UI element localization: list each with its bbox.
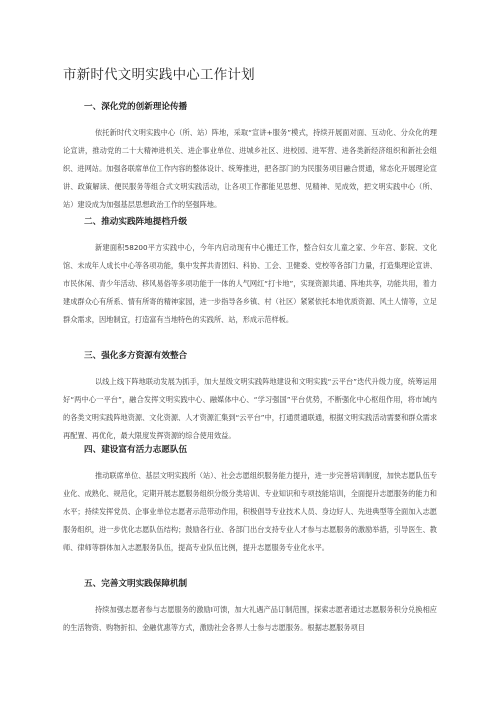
section-paragraph: 依托新时代文明实践中心（所、站）阵地，采取“宣讲+服务”模式，持续开展面对面、互动化、分众化的理论宣讲，推动党的二十大精神进机关、进企事业单位、进城乡社区、进校园、进军营、进各类新经济组织和新社会组织、进网站。加强各联席单位工作内容的整体设计、统筹推进，把各部门的为民服务项目融合贯通，常态化开展理论宣讲、政策解读、便民服务等组合式文明实践活动，让各项工作都能见思想、见精神、见成效，把文明实践中心（所、站）建设成为加强基层思想政治工作的坚强阵地。 <box>63 128 437 209</box>
section-paragraph: 以线上线下阵地联动发展为抓手，加大星级文明实践阵地建设和文明实践“云平台”迭代升级力度，统筹运用好“两中心一平台”，融合发挥文明实践中心、融媒体中心、“学习强国”平台优势，不断强化中心枢纽作用，将市域内的各类文明实践阵地资源、文化资源、人才资源汇集到“云平台”中，打通贯通联通，根据文明实践活动需要和群众需求再配置、再优化，最大限度发挥资源的综合使用效益。 <box>63 377 438 440</box>
document-title: 市新时代文明实践中心工作计划 <box>63 67 255 83</box>
section-paragraph: 新建面积58200平方实践中心，今年内启动现有中心搬迁工作，整合妇女儿童之家、少年宫、影院、文化馆、未成年人成长中心等各项功能，集中发挥共青团妇、科协、工会、卫健委、党校等各部门力量，打造集理论宣讲、市民休闲、青少年活动、移风易俗等多项功能于一体的人气网红“打卡地”，实现资源共通、阵地共享，功能共用，着力建成群众心有所系、情有所寄的精神家园，进一步指导各乡镇、村（社区）紧紧依托本地优质资源、风土人情等，立足群众需求，因地制宜，打造富有当地特色的实践所、站，形成示范样板。 <box>63 243 438 324</box>
section-2 <box>63 216 437 329</box>
section-5 <box>63 578 437 637</box>
section-3 <box>63 350 437 445</box>
section-paragraph: 推动联席单位、基层文明实践所（站）、社会志愿组织服务能力提升，进一步完善培训制度，加快志愿队伍专业化、成熟化、规范化，定期开展志愿服务组织分级分类培训、专业知识和专项技能培训，全面提升志愿服务的能力和水平；持续发挥党员、企事业单位志愿者示范带动作用，积极倡导专业技术人员、身边好人、先进典型等全面加入志愿服务组织，进一步优化志愿队伍结构；鼓励各行业、各部门出台支持专业人才参与志愿服务的激励举措，引导医生、教师、律师等群体加入志愿服务队伍，提高专业队伍比例，提升志愿服务专业化水平。 <box>63 471 437 552</box>
section-heading: 二、推动实践阵地提档升级 <box>84 217 188 227</box>
section-heading: 五、完善文明实践保障机制 <box>84 579 188 589</box>
section-1 <box>63 101 437 214</box>
section-heading: 三、强化多方资源有效整合 <box>84 351 188 361</box>
section-4 <box>63 444 437 557</box>
section-heading: 一、深化党的创新理论传播 <box>84 102 188 112</box>
section-heading: 四、建设富有活力志愿队伍 <box>84 445 188 455</box>
section-paragraph: 持续加强志愿者参与志愿服务的激励I可馈，加大礼遇产品订制范围，探索志愿者通过志愿服务积分兑换相应的生活物资、购物折扣、金融优惠等方式，激励社会各界人士参与志愿服务。根据志愿服务项目 <box>63 605 437 632</box>
